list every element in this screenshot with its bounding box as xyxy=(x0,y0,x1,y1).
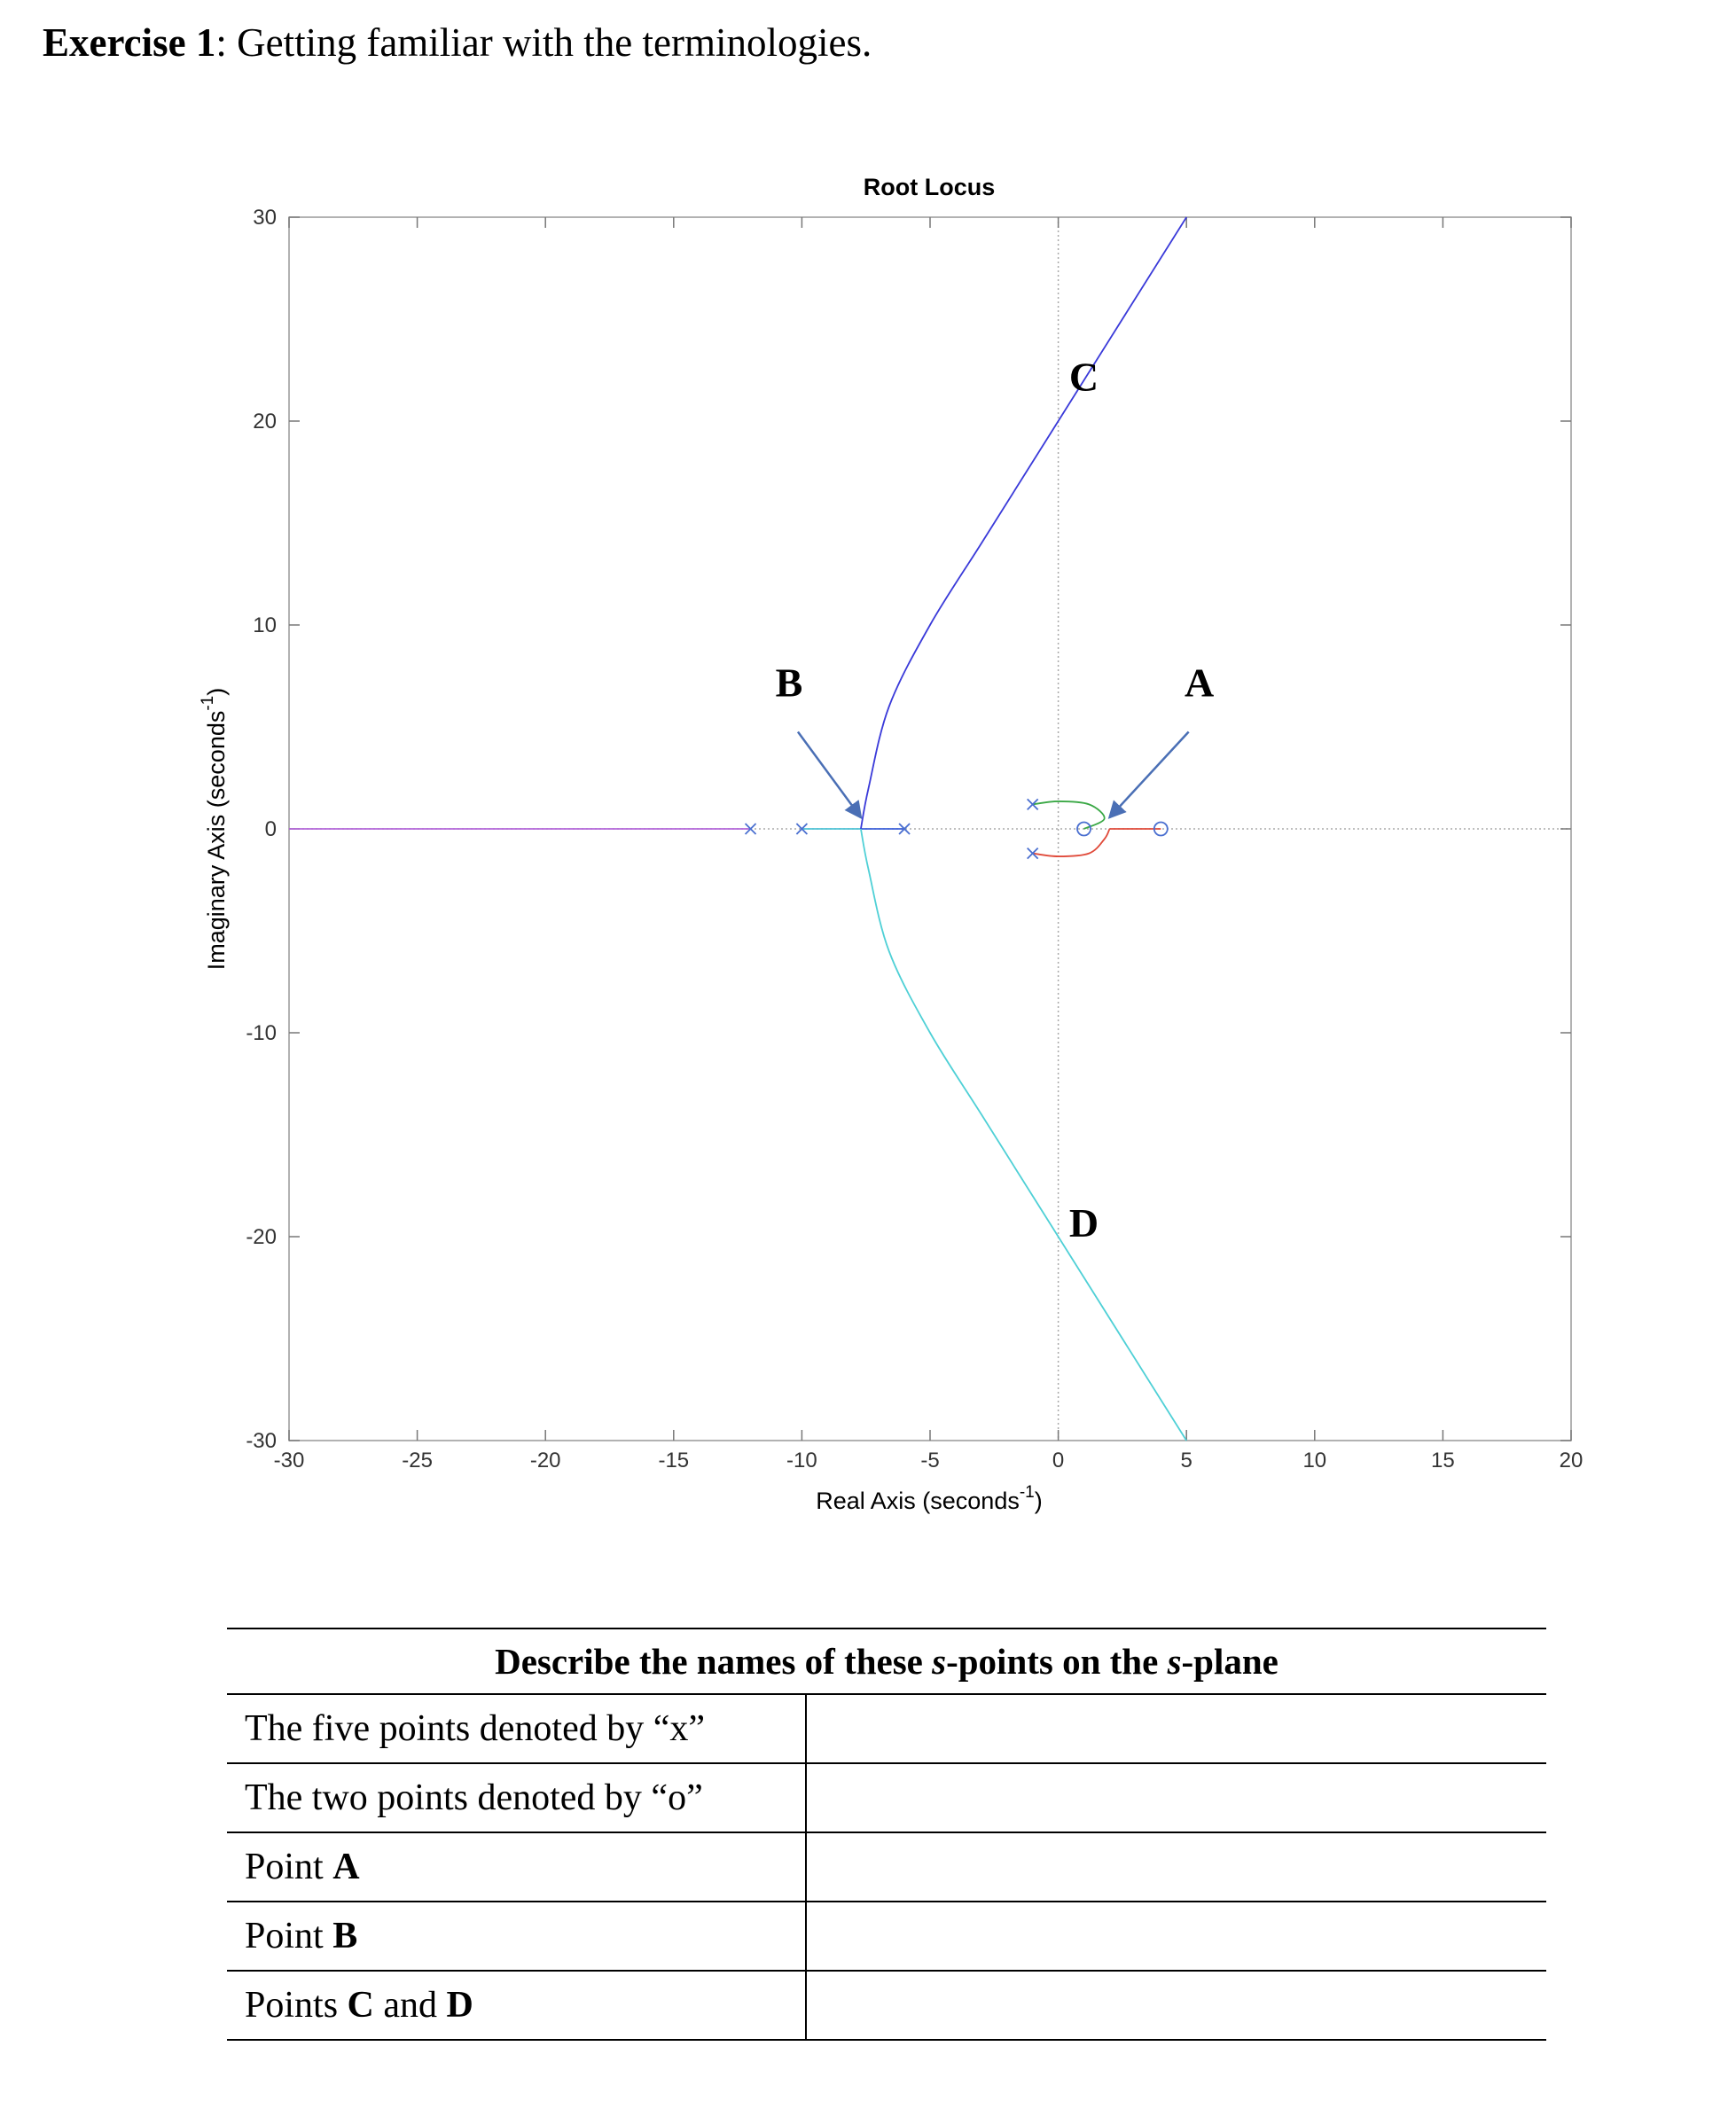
table-row xyxy=(227,1694,1546,1763)
x-tick-label: 10 xyxy=(1302,1449,1327,1472)
y-tick-label: 0 xyxy=(264,817,277,841)
x-tick-label: 15 xyxy=(1431,1449,1455,1472)
y-tick-label: -10 xyxy=(246,1021,277,1045)
exercise-description: : Getting familiar with the terminologies. xyxy=(215,20,872,65)
x-tick-label: -20 xyxy=(529,1449,561,1472)
row-label-x-points: The five points denoted by “x” xyxy=(227,1694,806,1763)
x-tick-label: -10 xyxy=(786,1449,817,1472)
x-tick-label: -25 xyxy=(402,1449,433,1472)
row-label-o-points: The two points denoted by “o” xyxy=(227,1763,806,1832)
y-tick-label: 30 xyxy=(253,206,277,230)
y-tick-label: 10 xyxy=(253,613,277,637)
point-label-c: C xyxy=(1068,354,1099,400)
row-label-point-b: Point B xyxy=(227,1902,806,1971)
x-axis-title: Real Axis (seconds$^{-1}$) xyxy=(816,1483,1043,1514)
y-tick-label: -30 xyxy=(246,1429,277,1453)
answer-cell-points-c-d[interactable] xyxy=(806,1971,1546,2040)
answer-cell-x-points[interactable] xyxy=(806,1694,1546,1763)
y-tick-label: 20 xyxy=(253,410,277,433)
x-tick-label: 5 xyxy=(1180,1449,1193,1472)
row-label-point-a: Point A xyxy=(227,1832,806,1902)
table-row xyxy=(227,1763,1546,1832)
answer-cell-point-a[interactable] xyxy=(806,1832,1546,1902)
x-tick-label: -15 xyxy=(658,1449,690,1472)
answer-table xyxy=(227,1629,1546,2041)
y-axis-title: Imaginary Axis (seconds$^{-1}$) xyxy=(199,687,230,971)
x-tick-label: 20 xyxy=(1559,1449,1584,1472)
x-tick-label: 0 xyxy=(1052,1449,1065,1472)
point-label-b: B xyxy=(775,660,803,706)
answer-cell-o-points[interactable] xyxy=(806,1763,1546,1832)
table-header-row xyxy=(227,1629,1546,1694)
row-label-points-c-d: Points C and D xyxy=(227,1971,806,2040)
x-tick-label: -5 xyxy=(920,1449,940,1472)
exercise-number: Exercise 1 xyxy=(43,20,216,65)
table-row xyxy=(227,1832,1546,1902)
y-tick-label: -20 xyxy=(246,1225,277,1249)
chart-title: Root Locus xyxy=(863,174,996,200)
table-title: Describe the names of these s-points on the s-plane xyxy=(227,1629,1546,1694)
point-label-a: A xyxy=(1185,660,1215,706)
answer-cell-point-b[interactable] xyxy=(806,1902,1546,1971)
table-row xyxy=(227,1971,1546,2040)
table-row xyxy=(227,1902,1546,1971)
point-label-d: D xyxy=(1068,1200,1099,1246)
x-tick-label: -30 xyxy=(273,1449,305,1472)
